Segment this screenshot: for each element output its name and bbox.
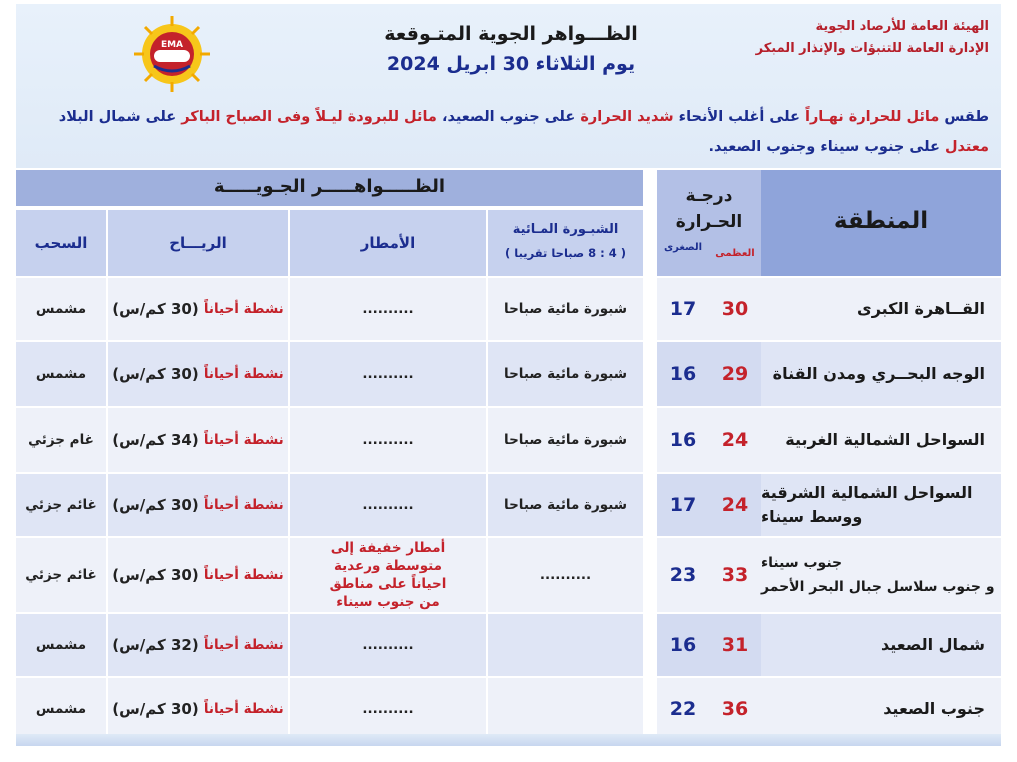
col-header-temperature [657,170,761,276]
table-row [16,614,1001,676]
forecast-text: على أغلب الأنحاء [678,109,800,125]
region-line-1: جنوب سيناء [761,555,843,571]
cell-rain: .......... [290,278,486,340]
cell-region: الوجه البحــري ومدن القناة [761,342,1001,406]
title-block [341,20,681,80]
col-header-wind [108,210,288,276]
cell-wind [108,408,288,472]
forecast-highlight: مائل للبرودة ليـلاً وفى الصباح الباكر [181,109,437,125]
cell-rain: .......... [290,408,486,472]
region-line-2: و جنوب سلاسل جبال البحر الأحمر [761,579,995,595]
wind-text: نشطة أحياناً [203,301,284,317]
logo-text: EMA [160,40,184,50]
cell-fog: شبورة مائية صباحا [488,474,643,536]
wind-speed: (32 كم/س) [112,636,199,654]
temp-header-line-1: درجـة [685,186,733,206]
min-temp-label: الصغرى [663,242,703,253]
forecast-highlight: معتدل [944,139,989,155]
cell-min-temp: 23 [657,538,709,612]
forecast-text: طقس [944,109,989,125]
cell-region: شمال الصعيد [761,614,1001,676]
cell-fog [488,678,643,740]
wind-speed: (30 كم/س) [112,365,199,383]
forecast-text: على جنوب سيناء وجنوب الصعيد. [708,139,940,155]
cell-min-temp: 22 [657,678,709,740]
cell-clouds: غام جزئي [16,408,106,472]
region-line-2: ووسط سيناء [761,507,863,526]
cell-wind [108,678,288,740]
bulletin-date: يوم الثلاثاء 30 ابريل 2024 [386,53,636,75]
cell-max-temp: 30 [709,278,761,340]
max-temp-label: العظمى [715,248,755,259]
cell-max-temp: 36 [709,678,761,740]
cell-fog: .......... [488,538,643,612]
cell-clouds: غائم جزئي [16,474,106,536]
cell-min-temp: 17 [657,474,709,536]
cell-wind [108,474,288,536]
forecast-text: على شمال البلاد [58,109,177,125]
wind-text: نشطة أحياناً [203,701,284,717]
col-header-fog-time: ( 4 : 8 صباحا تقريبا ) [505,246,626,260]
cell-wind [108,278,288,340]
cell-clouds: مشمس [16,614,106,676]
ema-logo [132,14,212,94]
wind-speed: (30 كم/س) [112,300,199,318]
phenomena-header [16,170,643,208]
phenomena-header-label: الظـــــواهـــــر الجـويـــــة [213,176,446,197]
cell-clouds: مشمس [16,678,106,740]
cell-fog [488,614,643,676]
cell-rain: .......... [290,614,486,676]
cell-clouds: غائم جزئي [16,538,106,612]
agency-name [756,16,989,60]
cell-region: القــاهرة الكبرى [761,278,1001,340]
cell-min-temp: 16 [657,614,709,676]
cell-rain: .......... [290,678,486,740]
col-header-fog [488,210,643,276]
table-row [16,278,1001,340]
col-header-clouds-label: السحب [34,234,88,252]
cell-min-temp: 16 [657,342,709,406]
table-row [16,678,1001,740]
temp-header-line-2: الحـرارة [675,212,743,232]
cell-wind [108,614,288,676]
cell-fog: شبورة مائية صباحا [488,342,643,406]
table-row [16,342,1001,406]
wind-speed: (34 كم/س) [112,431,199,449]
col-header-rain [290,210,486,276]
cell-max-temp: 29 [709,342,761,406]
col-header-rain-label: الأمطار [360,234,416,252]
wind-text: نشطة أحياناً [203,432,284,448]
page-title: الظـــواهر الجوية المتـوقعة [384,23,638,45]
cell-max-temp: 33 [709,538,761,612]
wind-text: نشطة أحياناً [203,497,284,513]
forecast-summary [36,102,989,162]
wind-speed: (30 كم/س) [112,566,199,584]
cell-region: السواحل الشمالية الغربية [761,408,1001,472]
col-header-region [761,170,1001,276]
cell-fog: شبورة مائية صباحا [488,278,643,340]
cell-min-temp: 17 [657,278,709,340]
cell-max-temp: 24 [709,474,761,536]
region-line-1: السواحل الشمالية الشرقية [761,483,973,502]
cell-rain: .......... [290,342,486,406]
cell-rain: .......... [290,474,486,536]
footer-bar [16,734,1001,746]
agency-line-2: الإدارة العامة للتنبؤات والإنذار المبكر [755,41,989,56]
agency-line-1: الهيئة العامة للأرصاد الجوية [815,19,989,34]
wind-text: نشطة أحياناً [203,567,284,583]
cell-wind [108,538,288,612]
table-row [16,538,1001,612]
wind-speed: (30 كم/س) [112,700,199,718]
cell-region [761,474,1001,536]
col-header-wind-label: الريـــاح [169,234,227,252]
cell-max-temp: 24 [709,408,761,472]
cell-clouds: مشمس [16,342,106,406]
col-header-fog-label: الشبـورة المـائية [512,222,619,237]
cell-wind [108,342,288,406]
cell-min-temp: 16 [657,408,709,472]
wind-text: نشطة أحياناً [203,637,284,653]
cell-max-temp: 31 [709,614,761,676]
cell-region [761,538,1001,612]
cell-clouds: مشمس [16,278,106,340]
bulletin-header [16,4,1001,168]
cell-region: جنوب الصعيد [761,678,1001,740]
col-header-clouds [16,210,106,276]
forecast-highlight: شديد الحرارة [580,109,674,125]
forecast-highlight: مائل للحرارة نهـاراً [804,109,940,125]
cell-rain: أمطار خفيفة إلى متوسطة ورعدية احياناً على مناطق من جنوب سيناء [290,538,486,612]
wind-text: نشطة أحياناً [203,366,284,382]
wind-speed: (30 كم/س) [112,496,199,514]
cell-fog: شبورة مائية صباحا [488,408,643,472]
table-row [16,474,1001,536]
region-header-label: المنطقة [833,208,929,234]
weather-bulletin [16,4,1001,748]
table-row [16,408,1001,472]
forecast-text: على جنوب الصعيد، [441,109,576,125]
